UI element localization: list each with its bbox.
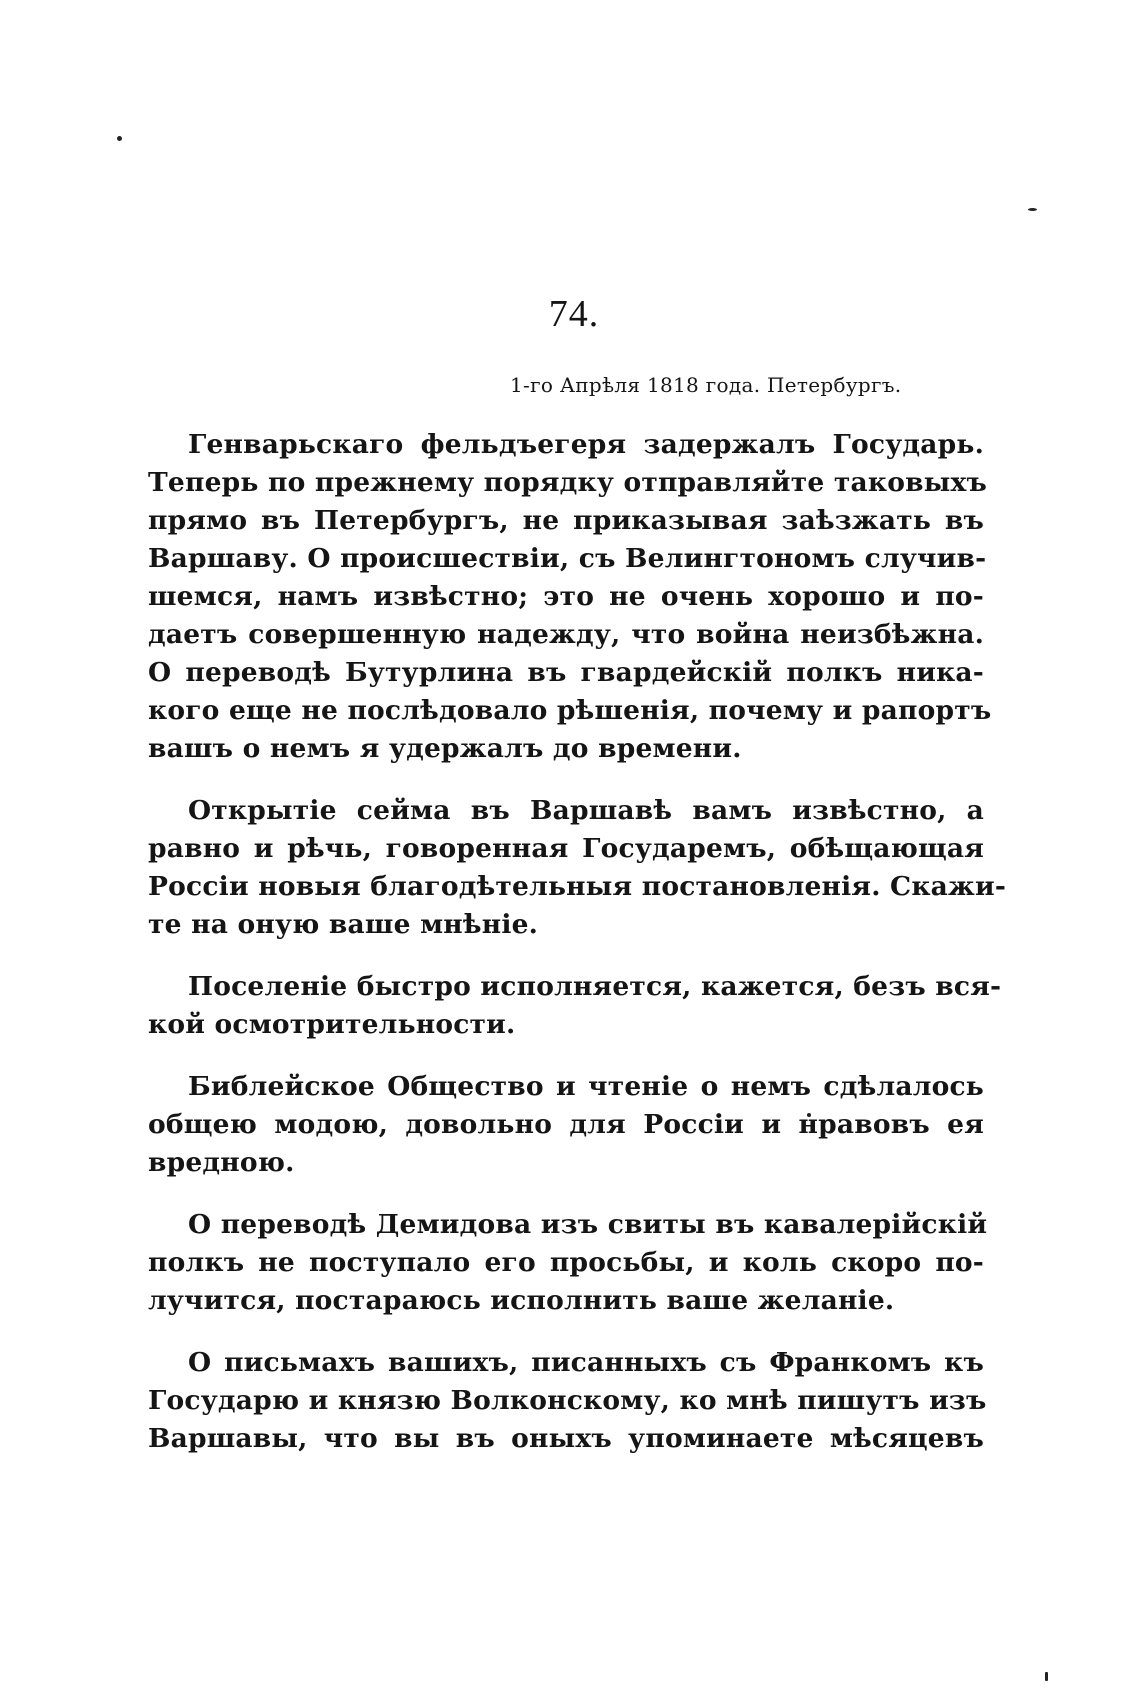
text-line: полкъ не поступало его просьбы, и коль скоро по- — [148, 1247, 984, 1278]
text-line: Варшаву. О происшествіи, съ Велингтономъ случив- — [148, 543, 987, 574]
text-line: О переводѣ Демидова изъ свиты въ кавалерійскій — [188, 1209, 988, 1240]
scan-speck — [1045, 1672, 1048, 1681]
text-line: общею модою, довольно для Россіи и нравовъ ея — [148, 1109, 984, 1140]
text-line: кой осмотрительности. — [148, 1009, 516, 1040]
text-line: О переводѣ Бутурлина въ гвардейскій полкъ ника- — [148, 657, 984, 688]
paragraph — [148, 426, 992, 768]
text-line: Библейское Общество и чтеніе о немъ сдѣлалось — [188, 1071, 984, 1102]
letter-body — [148, 426, 1007, 1482]
text-line: шемся, намъ извѣстно; это не очень хорошо и по- — [148, 581, 984, 612]
letter-dateline: 1-го Апрѣля 1818 года. Петербургъ. — [510, 373, 902, 397]
text-line: кого еще не послѣдовало рѣшенія, почему и рапортъ — [148, 695, 992, 726]
paragraph — [148, 1206, 988, 1320]
text-line: Открытіе сейма въ Варшавѣ вамъ извѣстно, а — [188, 795, 984, 826]
paragraph — [148, 792, 1007, 944]
paragraph — [148, 1068, 984, 1182]
text-line: вредною. — [148, 1147, 295, 1178]
text-line: Теперь по прежнему порядку отправляйте таковыхъ — [148, 467, 987, 498]
text-line: лучится, постараюсь исполнить ваше желаніе. — [148, 1285, 895, 1316]
text-line: даетъ совершенную надежду, что война неизбѣжна. — [148, 619, 984, 650]
text-line: вашъ о немъ я удержалъ до времени. — [148, 733, 742, 764]
text-line: прямо въ Петербургъ, не приказывая заѣзжать въ — [148, 505, 984, 536]
text-line: Государю и князю Волконскому, ко мнѣ пишутъ изъ — [148, 1385, 987, 1416]
text-line: О письмахъ вашихъ, писанныхъ съ Франкомъ къ — [188, 1347, 984, 1378]
text-line: те на оную ваше мнѣніе. — [148, 909, 539, 940]
paragraph — [148, 968, 1002, 1044]
text-line: Россіи новыя благодѣтельныя постановленія. Скажи- — [148, 871, 1007, 902]
letter-number: 74. — [548, 293, 600, 335]
text-line: Генварьскаго фельдъегеря задержалъ Государь. — [188, 429, 984, 460]
text-line: равно и рѣчь, говоренная Государемъ, обѣщающая — [148, 833, 984, 864]
scan-speck — [1028, 208, 1037, 211]
text-line: Варшавы, что вы въ оныхъ упоминаете мѣсяцевъ — [148, 1423, 984, 1454]
text-line: Поселеніе быстро исполняется, кажется, безъ вся- — [188, 971, 1002, 1002]
paragraph — [148, 1344, 987, 1458]
scan-speck — [117, 136, 122, 141]
